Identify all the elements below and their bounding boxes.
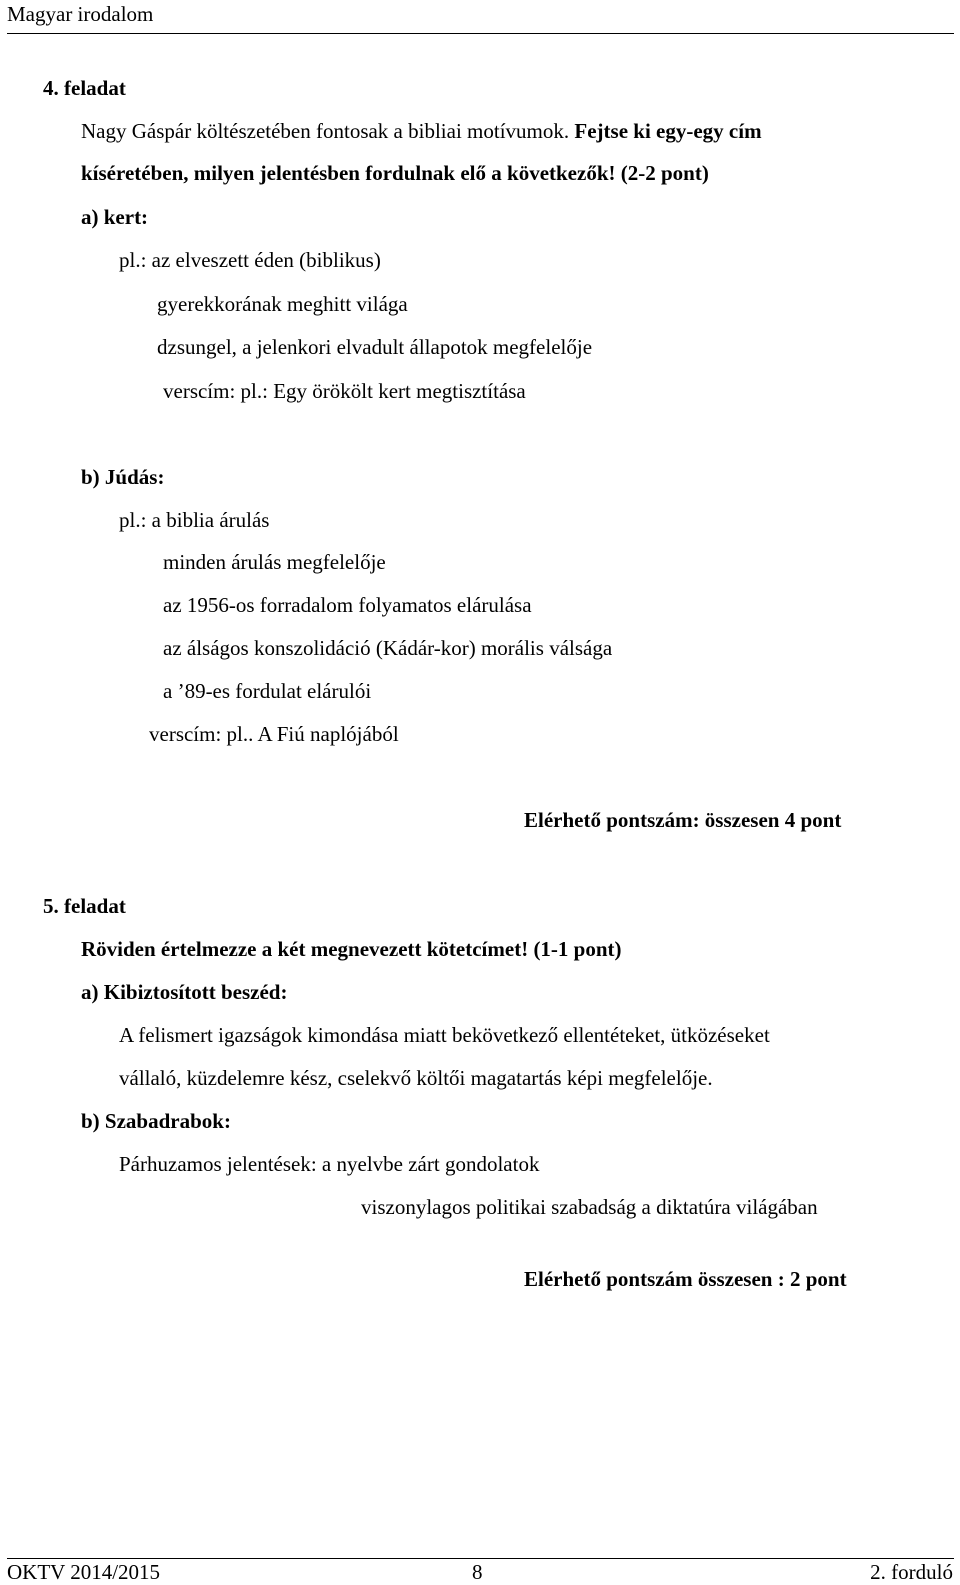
task4-b-line: az álságos konszolidáció (Kádár-kor) morális válsága: [163, 636, 613, 660]
task4-b-line: az 1956-os forradalom folyamatos elárulása: [163, 593, 532, 617]
footer-left: OKTV 2014/2015: [7, 1560, 161, 1584]
task4-instruction: [81, 121, 762, 142]
task4-instruction-cont: kíséretében, milyen jelentésben fordulnak elő a következők! (2-2 pont): [81, 161, 709, 185]
task4-a-line: dzsungel, a jelenkori elvadult állapotok megfelelője: [157, 335, 593, 359]
task4-a-label: a) kert:: [81, 205, 149, 229]
task5-a-label: a) Kibiztosított beszéd:: [81, 980, 288, 1004]
task4-b-label: b) Júdás:: [81, 465, 165, 489]
task4-a-line: gyerekkorának meghitt világa: [157, 292, 408, 316]
task5-instruction: Röviden értelmezze a két megnevezett kötetcímet! (1-1 pont): [81, 937, 622, 961]
header-rule: [7, 33, 954, 34]
task4-b-line: minden árulás megfelelője: [163, 550, 386, 574]
footer-right: 2. forduló: [870, 1560, 953, 1584]
task5-b-line: viszonylagos politikai szabadság a diktatúra világában: [361, 1195, 818, 1219]
task5-b-label: b) Szabadrabok:: [81, 1109, 231, 1133]
task5-a-line: vállaló, küzdelemre kész, cselekvő költői magatartás képi megfelelője.: [119, 1066, 713, 1090]
footer-rule: [7, 1558, 954, 1559]
task4-instruction-plain: Nagy Gáspár költészetében fontosak a bibliai motívumok.: [81, 119, 570, 143]
task5-b-line: Párhuzamos jelentések: a nyelvbe zárt gondolatok: [119, 1152, 540, 1176]
task4-b-line: a ’89-es fordulat elárulói: [163, 679, 372, 703]
task4-a-line: verscím: pl.: Egy örökölt kert megtisztítása: [163, 379, 526, 403]
task5-a-line: A felismert igazságok kimondása miatt bekövetkező ellentéteket, ütközéseket: [119, 1023, 770, 1047]
task4-score: Elérhető pontszám: összesen 4 pont: [524, 808, 842, 832]
task5-heading: 5. feladat: [43, 894, 126, 918]
running-header: Magyar irodalom: [7, 2, 154, 26]
task4-instruction-bold: Fejtse ki egy-egy cím: [574, 119, 762, 143]
task4-b-line: verscím: pl.. A Fiú naplójából: [149, 722, 399, 746]
task4-heading: 4. feladat: [43, 76, 126, 100]
task4-a-line: pl.: az elveszett éden (biblikus): [119, 248, 381, 272]
task4-b-line: pl.: a biblia árulás: [119, 508, 270, 532]
page-number: 8: [472, 1560, 483, 1584]
task5-score: Elérhető pontszám összesen : 2 pont: [524, 1267, 847, 1291]
